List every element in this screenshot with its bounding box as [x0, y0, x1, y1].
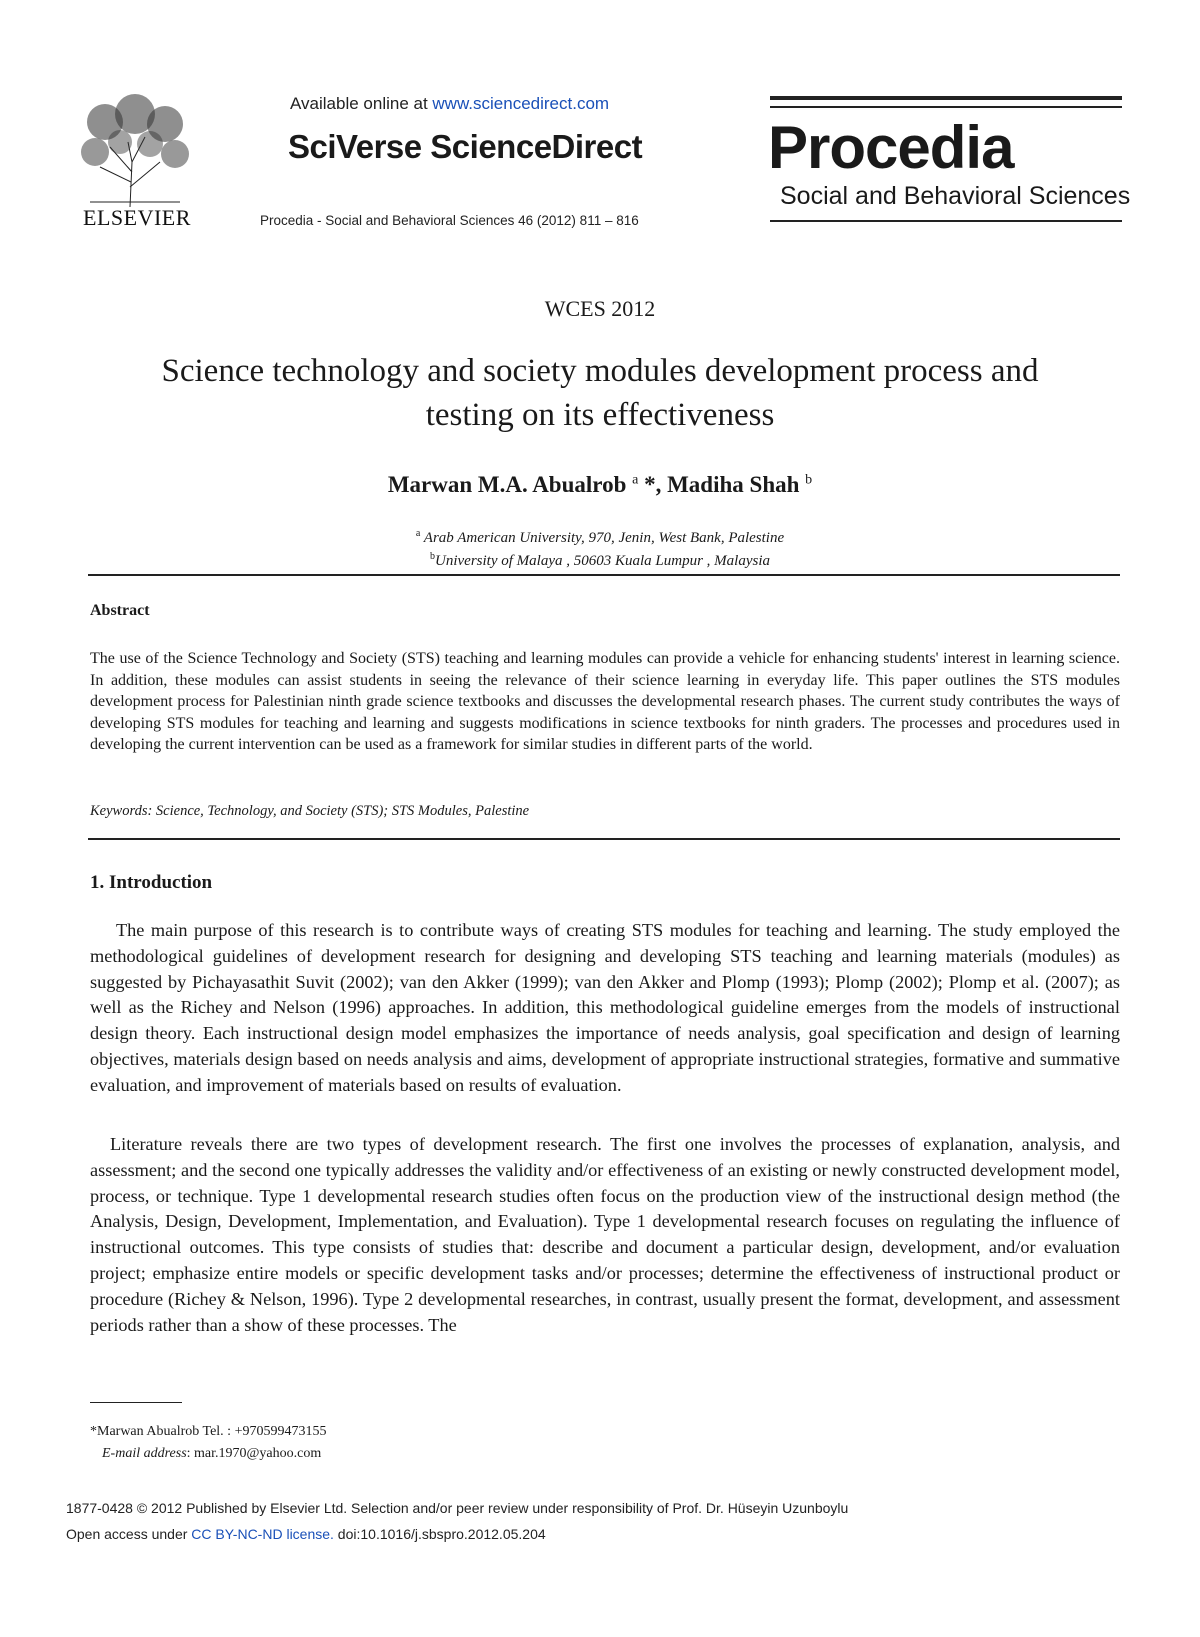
- author-2: Madiha Shah: [667, 472, 800, 497]
- procedia-logo: Procedia: [768, 114, 1014, 181]
- title-line-2: testing on its effectiveness: [425, 396, 775, 433]
- author-separator: *,: [638, 472, 668, 497]
- abstract-heading: Abstract: [90, 602, 150, 619]
- footnote-author: *Marwan Abualrob Tel. : +970599473155: [90, 1424, 327, 1439]
- procedia-rule-top: [770, 96, 1122, 100]
- keywords: Keywords: Science, Technology, and Society (STS); STS Modules, Palestine: [90, 803, 530, 819]
- affiliation-b: [0, 551, 1200, 570]
- conference-name: WCES 2012: [544, 296, 656, 321]
- author-1-affil: a: [632, 472, 639, 488]
- doi: doi:10.1016/j.sbspro.2012.05.204: [333, 1526, 546, 1542]
- affiliation-b-marker: b: [430, 551, 435, 562]
- author-1: Marwan M.A. Abualrob: [387, 472, 627, 497]
- available-prefix: Available online at: [290, 94, 433, 113]
- authors: [0, 472, 1200, 498]
- procedia-rule-top-thin: [770, 106, 1122, 108]
- abstract-text: The use of the Science Technology and Society (STS) teaching and learning modules can provide a vehicle for enhancing students' interest in learning science. In addition, these modules can assist students in seeing the relevance of their science learning in everyday life. This paper outlines the STS modules development process for Palestinian ninth grade science textbooks and discusses the developmental research phases. The current study contributes the ways of developing STS modules for teaching and learning and suggests modifications in science textbooks for ninth graders. The processes and procedures used in developing the current intervention can be used as a framework for similar studies in different parts of the world.: [90, 650, 1120, 753]
- affiliation-a: [0, 528, 1200, 547]
- intro-paragraph-2: Literature reveals there are two types of development research. The first one involves the processes of explanation, analysis, and assessment; and the second one typically addresses the validity and/or effectiveness of an existing or newly constructed development model, process, or technique. Type 1 developmental research studies often focus on the production view of the instructional design method (the Analysis, Design, Development, Implementation, and Evaluation). Type 1 developmental research focuses on regulating the influence of instructional outcomes. This type consists of studies that: describe and document a particular design, development, and/or evaluation project; emphasize entire models or specific development tasks and/or processes; determine the effectiveness of instructional product or procedure (Richey & Nelson, 1996). Type 2 developmental researches, in contrast, usually present the format, development, and assessment periods rather than a show of these processes. The: [90, 1134, 1120, 1335]
- open-access-line: [66, 1526, 546, 1542]
- procedia-rule-bottom: [770, 220, 1122, 222]
- section-heading-introduction: 1. Introduction: [90, 872, 213, 893]
- title-line-1: Science technology and society modules development process and: [161, 353, 1039, 389]
- sciverse-logo: SciVerse ScienceDirect: [288, 128, 643, 165]
- divider-top: [88, 574, 1120, 576]
- license-link[interactable]: CC BY-NC-ND license.: [191, 1526, 334, 1542]
- email-value: : mar.1970@yahoo.com: [186, 1446, 322, 1461]
- affiliation-b-text: University of Malaya , 50603 Kuala Lumpur , Malaysia: [435, 553, 770, 569]
- affiliation-a-text: Arab American University, 970, Jenin, West Bank, Palestine: [423, 530, 785, 546]
- copyright-line: 1877-0428 © 2012 Published by Elsevier Ltd. Selection and/or peer review under responsibility of Prof. Dr. Hüseyin Uzunboylu: [66, 1500, 849, 1516]
- affiliation-a-marker: a: [415, 528, 421, 539]
- sciencedirect-link[interactable]: www.sciencedirect.com: [432, 94, 610, 113]
- journal-reference: Procedia - Social and Behavioral Sciences 46 (2012) 811 – 816: [260, 213, 639, 228]
- author-2-affil: b: [805, 472, 813, 488]
- intro-paragraph-1: The main purpose of this research is to contribute ways of creating STS modules for teaching and learning. The study employed the methodological guidelines of development research for designing and developing STS teaching and learning materials (modules) as suggested by Pichayasathit Suvit (2002); van den Akker (1999); van den Akker and Plomp (1993); Plomp (2002); Plomp et al. (2007); as well as the Richey and Nelson (1996) approaches. In addition, this methodological guideline emerges from the models of instructional design theory. Each instructional design model emphasizes the importance of needs analysis, goal specification and design of learning objectives, materials design based on needs analysis and aims, development of appropriate instructional strategies, formative and summative evaluation, and improvement of materials based on results of evaluation.: [90, 920, 1120, 1095]
- email-label: E-mail address: [102, 1446, 187, 1461]
- footnote-email: [102, 1446, 321, 1462]
- paper-title: [80, 350, 1120, 438]
- footnote-rule: [90, 1402, 182, 1403]
- procedia-subtitle: Social and Behavioral Sciences: [780, 182, 1131, 210]
- available-online: [290, 94, 609, 114]
- divider-bottom: [88, 838, 1120, 840]
- elsevier-wordmark: ELSEVIER: [83, 205, 191, 230]
- open-access-prefix: Open access under: [66, 1526, 192, 1542]
